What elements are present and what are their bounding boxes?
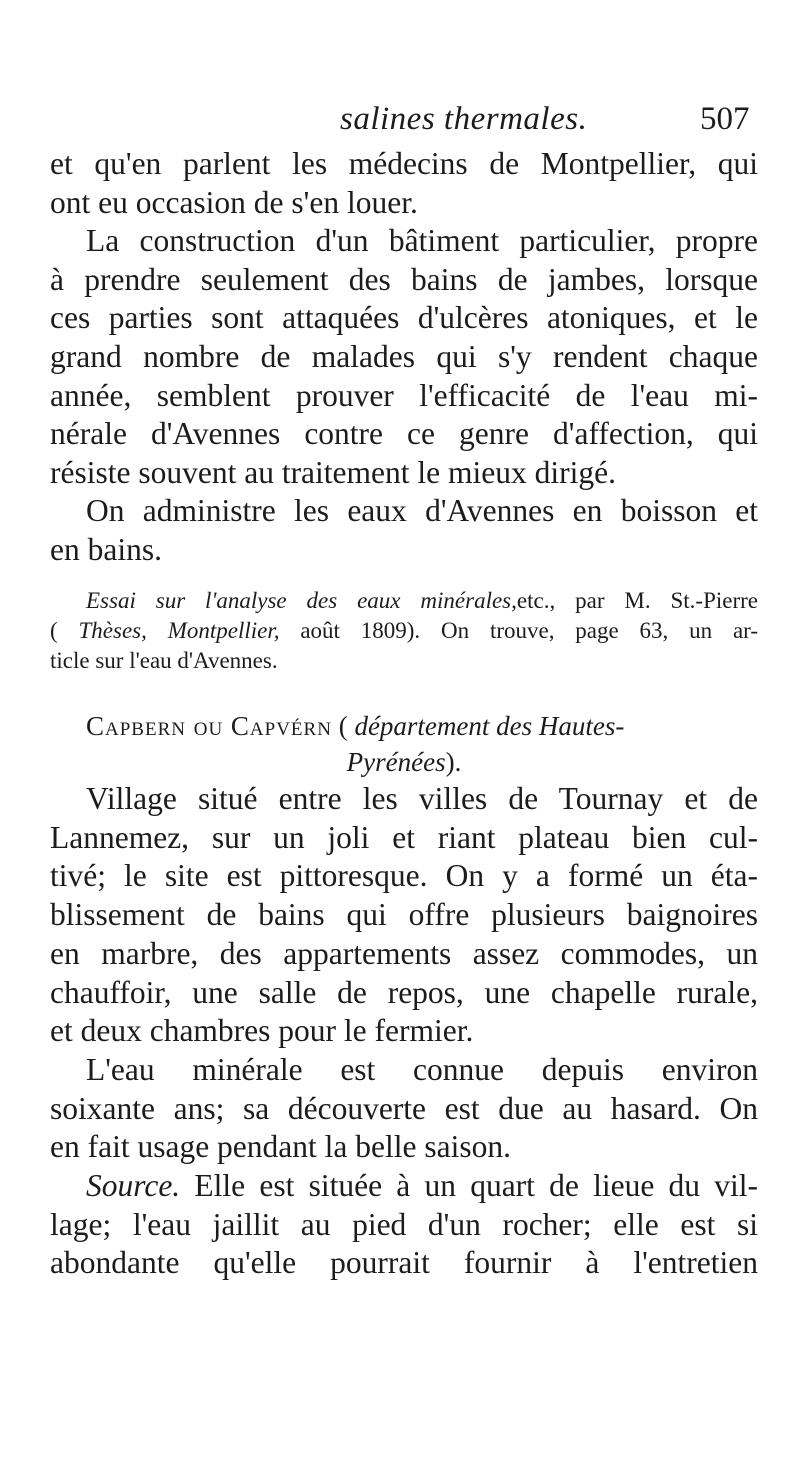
text-line: en fait usage pendant la belle saison. <box>50 1129 511 1165</box>
text-line: ces parties sont attaquées d'ulcères atoniques, et le <box>50 300 758 336</box>
note-line: ticle sur l'eau d'Avennes. <box>50 648 278 673</box>
text-line: Lannemez, sur un joli et riant plateau bien cul- <box>50 819 758 855</box>
text-line: blissement de bains qui offre plusieurs baignoires <box>50 897 758 933</box>
page-number: 507 <box>700 101 750 137</box>
heading-paren: ). <box>445 747 462 777</box>
text-line: lage; l'eau jaillit au pied d'un rocher; elle est si <box>50 1206 758 1242</box>
note-text: ( <box>50 618 58 643</box>
text-line: année, semblent prouver l'efficacité de l'eau mi- <box>50 377 758 413</box>
text-line: en bains. <box>50 531 162 567</box>
text-line: chauffoir, une salle de repos, une chapelle rurale, <box>50 974 758 1010</box>
running-title: salines thermales. <box>340 101 588 137</box>
text-fragment: Elle est située à un quart de lieue du vil- <box>194 1168 759 1204</box>
text-line: tivé; le site est pittoresque. On y a formé un éta- <box>50 858 758 894</box>
capbern-text <box>50 780 758 1283</box>
text-line: nérale d'Avennes contre ce genre d'affection, qui <box>50 416 758 452</box>
heading-line <box>50 708 758 744</box>
page-header <box>0 101 800 143</box>
main-text <box>50 145 758 570</box>
text-line: et qu'en parlent les médecins de Montpellier, qui <box>50 146 758 181</box>
section-heading <box>50 708 758 780</box>
text-line: grand nombre de malades qui s'y rendent chaque <box>50 338 758 374</box>
text-line: à prendre seulement des bains de jambes, lorsque <box>50 261 758 297</box>
department-name: département des Hautes- <box>354 711 625 741</box>
source-label: Source. <box>86 1168 181 1204</box>
bibliographic-note <box>50 586 758 676</box>
note-source: Thèses, Montpellier, <box>78 618 280 643</box>
text-line: en marbre, des appartements assez commodes, un <box>50 935 758 971</box>
text-line: et deux chambres pour le fermier. <box>50 1013 474 1049</box>
text-line: Village situé entre les villes de Tournay et de <box>86 781 758 816</box>
text-line: L'eau minérale est connue depuis environ <box>86 1051 758 1087</box>
heading-line <box>50 744 758 780</box>
note-text: etc., par M. St.-Pierre <box>516 588 758 613</box>
note-line <box>50 586 758 616</box>
text-line: résiste souvent au traitement le mieux dirigé. <box>50 454 616 490</box>
text-line: On administre les eaux d'Avennes en boisson et <box>86 493 758 529</box>
place-name: Capbern ou Capvérn <box>86 711 332 741</box>
note-title: Essai sur l'analyse des eaux minérales, <box>86 588 517 613</box>
text-line: ont eu occasion de s'en louer. <box>50 184 418 220</box>
text-line: La construction d'un bâtiment particulier, propre <box>86 223 758 259</box>
text-line <box>50 1167 758 1206</box>
note-text: août 1809). On trouve, page 63, un ar- <box>300 618 759 643</box>
heading-paren: ( <box>338 711 348 741</box>
text-line: soixante ans; sa découverte est due au hasard. On <box>50 1090 758 1126</box>
note-line <box>50 616 758 646</box>
text-line: abondante qu'elle pourrait fournir à l'entretien <box>50 1245 758 1281</box>
department-name-cont: Pyrénées <box>346 747 446 777</box>
